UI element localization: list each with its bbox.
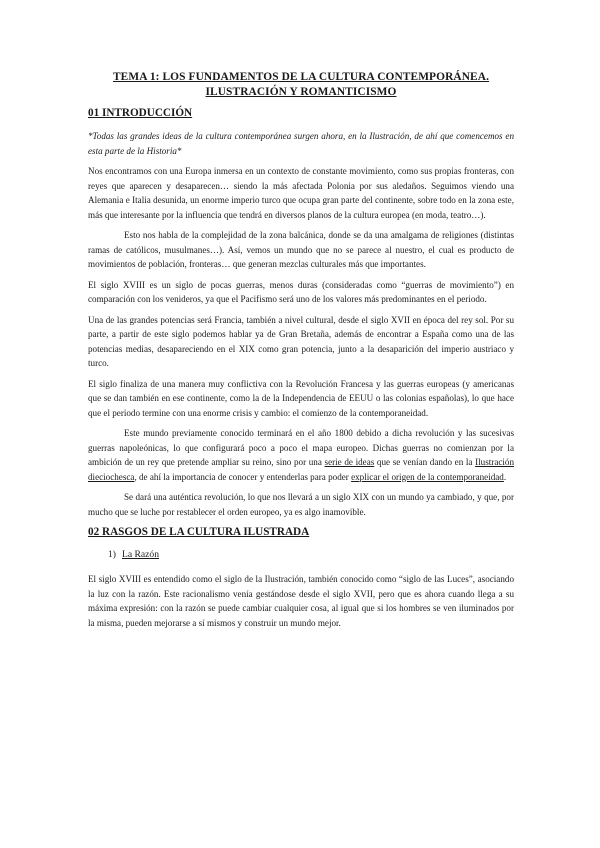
title-line-1: TEMA 1: LOS FUNDAMENTOS DE LA CULTURA CONTEMPORÁNEA. (112, 71, 490, 83)
paragraph: El siglo XVIII es entendido como el siglo de la Ilustración, también conocido como “siglo de las Luces”, asociando la luz con la razón. Este racionalismo venía gestándose desde el siglo XVII, pero que es ahora cuando llega a su máxima expresión: con la razón se puede cambiar cualquier cosa, al igual que si los hombres se ven iluminados por la misma, pueden mejorarse a sí mismos y construir un mundo mejor. (88, 574, 514, 628)
list-item-la-razon (88, 548, 514, 562)
title-line-2: ILUSTRACIÓN Y ROMANTICISMO (205, 86, 397, 98)
paragraph (88, 426, 514, 484)
underlined-text: Ilustración dieciochesca (88, 457, 515, 482)
underlined-text: serie de ideas (324, 457, 375, 467)
document-title (88, 70, 514, 100)
intro-quote: *Todas las grandes ideas de la cultura contemporánea surgen ahora, en la Ilustración, de ahí que comencemos en esta parte de la Historia* (88, 131, 514, 156)
document-body (88, 70, 514, 636)
paragraph: El siglo finaliza de una manera muy conflictiva con la Revolución Francesa y las guerras europeas (y americanas que se dan también en ese continente, como la de la Independencia de EEUU o las colonias españolas), lo que hace que el periodo termine con una enorme crisis y cambio: el comienzo de la contemporaneidad. (88, 378, 514, 418)
text-run: , de ahí la importancia de conocer y entenderlas para poder (134, 471, 352, 482)
paragraph: Esto nos habla de la complejidad de la zona balcánica, donde se da una amalgama de religiones (distintas ramas de católicos, musulmanes…). Así, vemos un mundo que no se parece al nuestro, el cual es producto de movimientos de población, fronteras… que generan mezclas culturales más que importantes. (88, 230, 514, 269)
paragraph: Una de las grandes potencias será Francia, también a nivel cultural, desde el siglo XVII en época del rey sol. Por su parte, a partir de este siglo podemos hablar ya de Gran Bretaña, además de encontrar a España como una de las potencias medias, desapareciendo en el XIX como gran potencia, junto a la desaparición del imperio austriaco y turco. (88, 314, 514, 368)
section-heading-introduccion: 01 INTRODUCCIÓN (88, 107, 193, 119)
text-run: Este mundo previamente conocido terminará en el año 1800 debido a dicha revolución y las sucesivas guerras napoleónicas, lo que configurará poco a poco el mapa europeo. Dichas guerras no comienzan por la ambición de un rey que pretende ampliar su reino, sino por una (88, 428, 514, 467)
section-heading-rasgos: 02 RASGOS DE LA CULTURA ILUSTRADA (88, 526, 310, 538)
underlined-text: explicar el origen de la contemporaneidad (351, 471, 504, 482)
text-run: . (503, 471, 507, 482)
paragraph: Nos encontramos con una Europa inmersa en un contexto de constante movimiento, como sus propias fronteras, con reyes que aparecen y desaparecen… siendo la más afectada Polonia por sus aledaños. Seguimos viendo una Alemania e Italia desunida, un enorme imperio turco que ocupa gran parte del continente, sobre todo en la zona este, más que interesante por la influencia que tendrá en diversos planos de la cultura europea (en moda, teatro…). (88, 166, 514, 220)
paragraph: El siglo XVIII es un siglo de pocas guerras, menos duras (consideradas como “guerras de movimiento”) en comparación con los venideros, ya que el Pacifismo será uno de los valores más predominantes en el periodo. (88, 279, 514, 304)
list-item-label: La Razón (122, 549, 160, 560)
text-run: que se venían dando en la (374, 457, 476, 467)
paragraph: Se dará una auténtica revolución, lo que nos llevará a un siglo XIX con un mundo ya cambiado, y que, por mucho que se luche por restablecer el orden europeo, ya es algo inamovible. (88, 492, 514, 517)
list-number: 1) (108, 549, 116, 560)
